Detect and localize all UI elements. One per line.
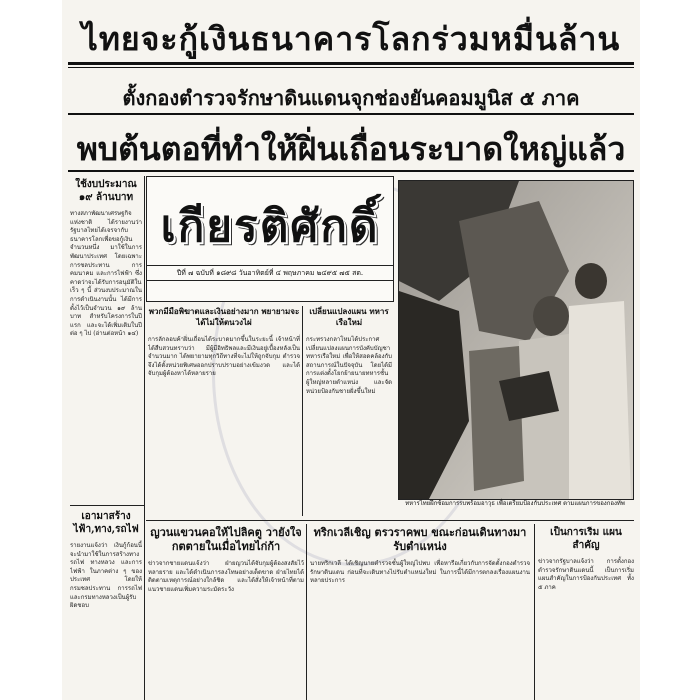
bottom-middle-body: ข่าวจากชายแดนแจ้งว่า ฝ่ายญวนได้จับกุมผู้ต้องสงสัยไว้หลายราย และได้ดำเนินการลงโทษอย่างเด็ดขาด ฝ่ายไทยได้ติดตามเหตุการณ์อย่างใกล้ชิด และได้สั่งให้เจ้าหน้าที่ตามแนวชายแดนเพิ่มความระมัดระวัง xyxy=(148,560,304,593)
third-rule xyxy=(68,170,634,172)
column-divider xyxy=(144,176,145,700)
main-headline: ไทยจะกู้เงินธนาคารโลกร่วมหมื่นล้าน xyxy=(81,20,621,58)
middle-column-1-body: การลักลอบค้าฝิ่นเถื่อนได้ระบาดมากขึ้นในระยะนี้ เจ้าหน้าที่ได้สืบสวนทราบว่า มีผู้มีอิทธิพลและมีเงินอยู่เบื้องหลังเป็นจำนวนมาก ได้พยายามทุกวิถีทางที่จะไม่ให้ถูกจับกุม ตำรวจจึงได้ตั้งหน่วยพิเศษออกปราบปรามอย่างเข้มงวด และได้จับกุมผู้ต้องหาได้หลายราย xyxy=(148,336,300,378)
left-column-headline: ใช้งบประมาณ ๑๙ ล้านบาท xyxy=(75,179,137,203)
column-divider xyxy=(534,524,535,700)
far-right-body: ข่าวจากรัฐบาลแจ้งว่า การตั้งกองตำรวจรักษาดินแดนนี้ เป็นการเริ่มแผนสำคัญในการป้องกันประเทศ ทั้ง ๕ ภาค xyxy=(538,558,634,591)
far-right-headline: เป็นการเริ่ม แผนสำคัญ xyxy=(550,527,622,551)
middle-column-1 xyxy=(148,306,300,516)
left-column xyxy=(70,178,142,503)
bottom-right-headline: ทริกเวลีเชิญ ตรวราคพบ ขณะก่อนเดินทางมารับตำแหน่ง xyxy=(313,526,527,553)
bottom-right-body: นายทริกเวลี ได้เชิญนายตำรวจชั้นผู้ใหญ่ไปพบ เพื่อหารือเกี่ยวกับการจัดตั้งกองตำรวจรักษาดินแดน ก่อนที่จะเดินทางไปรับตำแหน่งใหม่ ในการนี้ได้มีการตกลงเรื่องแผนงานหลายประการ xyxy=(310,560,530,585)
newspaper-page xyxy=(62,0,640,700)
bottom-right-article xyxy=(310,526,530,700)
news-photo xyxy=(398,180,634,500)
middle-column-1-headline: พวกมีมือพิฆาตและเงินอย่างมาก พยายามจะได้ไม่ให้ตนวงไผ่ xyxy=(148,306,300,327)
middle-column-2 xyxy=(306,306,392,516)
masthead xyxy=(146,176,394,302)
left-box xyxy=(70,510,142,700)
headline-rule-thin xyxy=(68,67,634,68)
middle-column-2-body: กระทรวงกลาโหมได้ประกาศเปลี่ยนแปลงแผนการบังคับบัญชาทหารเรือใหม่ เพื่อให้สอดคล้องกับสถานการณ์ในปัจจุบัน โดยได้มีการแต่งตั้งโยกย้ายนายทหารชั้นผู้ใหญ่หลายตำแหน่ง และจัดหน่วยป้องกันชายฝั่งขึ้นใหม่ xyxy=(306,336,392,395)
sub-headline: ตั้งกองตำรวจรักษาดินแดนจุกช่องยันคอมมูนิส ๕ ภาค xyxy=(122,86,580,110)
left-column-body: ทางสภาพัฒนาเศรษฐกิจแห่งชาติ ได้รายงานว่า รัฐบาลไทยได้เจรจากับธนาคารโลกเพื่อขอกู้เงินจำนวนหนึ่ง มาใช้ในการพัฒนาประเทศ โดยเฉพาะการชลประทาน การคมนาคม และการไฟฟ้า ซึ่งคาดว่าจะได้รับการอนุมัติในเร็ว ๆ นี้ ส่วนงบประมาณในการดำเนินงานนั้น ได้มีการตั้งไว้เป็นจำนวน ๑๙ ล้านบาท สำหรับโครงการในปีแรก และจะได้เพิ่มเติมในปีต่อ ๆ ไป (อ่านต่อหน้า ๑๔) xyxy=(70,210,142,338)
photo-caption: ทหารไทยฝึกซ้อมการรบพร้อมอาวุธ เพื่อเตรียมป้องกันประเทศ ตามแผนการของกองทัพ xyxy=(405,500,625,507)
column-divider xyxy=(302,306,303,516)
left-divider xyxy=(70,505,144,506)
left-box-body: รายงานแจ้งว่า เงินกู้ก้อนนี้จะนำมาใช้ในการสร้างทางรถไฟ ทางหลวง และการไฟฟ้า ในภาคต่าง ๆ ของประเทศ โดยให้กรมชลประทาน การรถไฟ และกรมทางหลวงเป็นผู้รับผิดชอบ xyxy=(70,542,142,610)
section-divider xyxy=(146,520,634,521)
subheadline-rule xyxy=(68,113,634,115)
bottom-middle-article xyxy=(148,526,304,700)
bottom-middle-headline: ญวนแขวนคอให้ไปลิคตู วายังใจกตตายในเมื่อไทยไก่ก้า xyxy=(150,526,302,553)
middle-column-2-headline: เปลี่ยนแปลงแผน ทหารเรือใหม่ xyxy=(309,306,389,327)
headline-rule xyxy=(68,62,634,65)
third-headline: พบต้นตอที่ทำให้ฝิ่นเถื่อนระบาดใหญ่แล้ว xyxy=(76,130,626,168)
left-box-headline: เอามาสร้าง ไฟ้า,ทาง,รถไฟ xyxy=(73,511,139,535)
masthead-title: เกียรติศักดิ์ xyxy=(160,201,380,252)
far-right-article xyxy=(538,526,634,700)
column-divider xyxy=(306,524,307,700)
masthead-dateline: ปีที่ ๗ ฉบับที่ ๑๘๙๘ วันอาทิตย์ที่ ๔ พฤษภาคม ๒๔๙๕ ๗๕ สต. xyxy=(147,265,393,281)
